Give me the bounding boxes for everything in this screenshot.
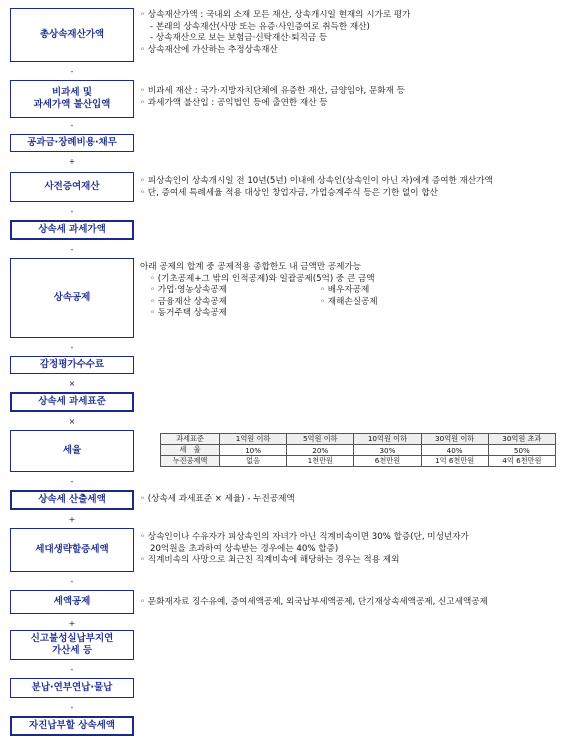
box-tax-base: 상속세 과세표준 [10,392,134,412]
box-taxable-estate: 상속세 과세가액 [10,220,134,240]
operator-minus: - [70,245,74,254]
box-installment-payment: 분납·연부연납·물납 [10,678,134,698]
box-tax-rate: 세율 [10,430,134,472]
box-non-taxable: 비과세 및 과세가액 불산입액 [10,80,134,118]
box-gross-estate: 총상속재산가액 [10,8,134,62]
operator-times: × [68,417,76,426]
operator-minus: - [70,343,74,352]
desc-generation-skip: ◦ 상속인이나 수유자가 피상속인의 자녀가 아닌 직계비속이면 30% 할증(단, 미성년자가 20억원을 초과하여 상속받는 경우에는 40% 할증) ◦ 직계비속의 사망으로 최근친 직계비속에 해당하는 경우는 적용 제외 [140,532,469,565]
box-generation-skip-surcharge: 세대생략할증세액 [10,528,134,572]
table-row: 과세표준 1억원 이하 5억원 이하 10억원 이하 30억원 이하 30억원 초과 [161,434,556,445]
desc-deductions: 아래 공제의 합계 중 공제적용 종합한도 내 금액만 공제가능 ◦ (기초공제+그 밖의 인적공제)와 일괄공제(5억) 중 큰 금액 ◦ 가업·영농상속공제 ◦ 금융재산 상속공제 ◦ 동거주택 상속공제 ◦ 배우자공제 ◦ 재해손실공제 [140,262,558,320]
box-penalty-taxes: 신고불성실납부지연 가산세 등 [10,630,134,660]
box-prior-gifts: 사전증여재산 [10,172,134,202]
box-deductions: 상속공제 [10,258,134,338]
operator-minus: - [70,207,74,216]
desc-prior-gifts: ◦ 피상속인이 상속개시일 전 10년(5년) 이내에 상속인(상속인이 아닌 자)에게 증여한 재산가액 ◦ 단, 증여세 특례세율 적용 대상인 창업자금, 가업승계주식 등은 기한 없이 합산 [140,176,493,198]
tax-rate-table [160,433,556,467]
desc-tax-credit: ◦ 문화재자료 징수유예, 증여세액공제, 외국납부세액공제, 단기재상속세액공제, 신고세액공제 [140,597,488,607]
operator-plus: + [68,619,76,628]
operator-minus: - [70,477,74,486]
desc-gross-estate: ◦ 상속재산가액 : 국내외 소재 모든 재산, 상속개시일 현재의 시가로 평가 - 본래의 상속재산(사망 또는 유증·사인증여로 취득한 재산) - 상속재산으로 보는 보험금·신탁재산·퇴직금 등 ◦ 상속재산에 가산하는 추정상속재산 [140,10,411,55]
operator-minus: × [68,379,76,388]
table-row: 누진공제액 없음 1천만원 6천만원 1억 6천만원 4억 6천만원 [161,456,556,467]
operator-minus: - [70,121,74,130]
deduction-list: ◦ 가업·영농상속공제 ◦ 금융재산 상속공제 ◦ 동거주택 상속공제 ◦ 배우자공제 ◦ 재해손실공제 [150,285,378,318]
operator-minus: - [70,665,74,674]
box-public-charges-funeral-debts: 공과금·장례비용·채무 [10,134,134,152]
box-appraisal-fee: 감정평가수수료 [10,356,134,374]
box-computed-tax: 상속세 산출세액 [10,490,134,510]
operator-plus: + [68,515,76,524]
desc-computed-tax: ◦ (상속세 과세표준 × 세율) - 누진공제액 [140,494,295,504]
operator-minus: - [70,67,74,76]
operator-minus: - [70,703,74,712]
operator-minus: - [70,577,74,586]
table-row: 세 율 10% 20% 30% 40% 50% [161,445,556,456]
desc-non-taxable: ◦ 비과세 재산 : 국가·지방자치단체에 유증한 재산, 금양임야, 문화재 등 ◦ 과세가액 불산입 : 공익법인 등에 출연한 재산 등 [140,86,405,108]
box-tax-payable: 자진납부할 상속세액 [10,716,134,736]
operator-plus: + [68,157,76,166]
box-tax-credit: 세액공제 [10,590,134,614]
